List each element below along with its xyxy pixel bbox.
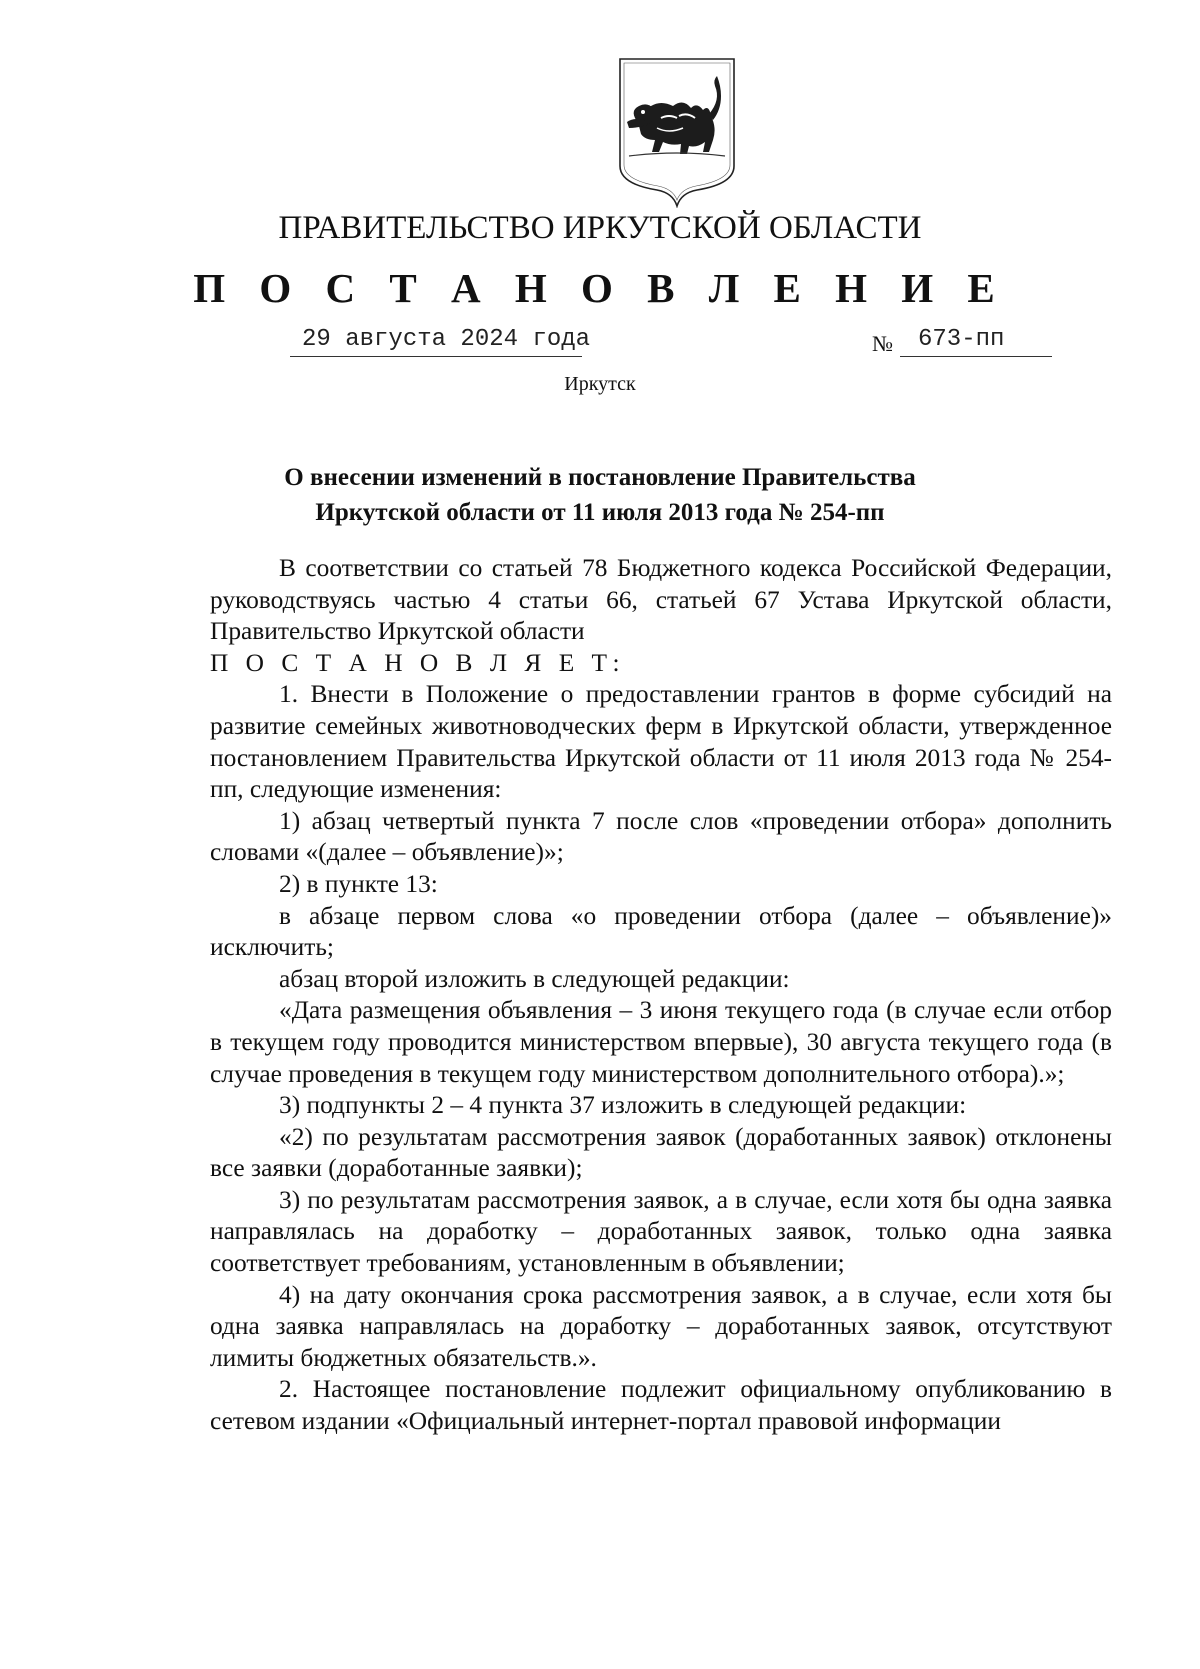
paragraph-1: 1. Внести в Положение о предоставлении грантов в форме субсидий на развитие семейных животноводческих ферм в Иркутской области, утвержденное постановлением Правительства Иркутской области от 11 июля 2013 года № 254-пп, следующие изменения:	[210, 680, 1112, 804]
paragraph-1-item-3b: 3) по результатам рассмотрения заявок, а в случае, если хотя бы одна заявка направлялась на доработку – доработанных заявок, только одна заявка соответствует требованиям, установленным в объявлении;	[210, 1185, 1112, 1278]
document-city: Иркутск	[564, 373, 636, 395]
paragraph-1-item-2b: абзац второй изложить в следующей редакции:	[279, 964, 790, 993]
decree-word: П О С Т А Н О В Л Я Е Т:	[210, 648, 626, 677]
government-title: ПРАВИТЕЛЬСТВО ИРКУТСКОЙ ОБЛАСТИ	[278, 210, 922, 246]
paragraph-2: 2. Настоящее постановление подлежит официальному опубликованию в сетевом издании «Официальный интернет-портал правовой информации	[210, 1375, 1112, 1436]
paragraph-1-item-2a: в абзаце первом слова «о проведении отбора (далее – объявление)» исключить;	[210, 901, 1112, 962]
paragraph-1-item-3c: 4) на дату окончания срока рассмотрения заявок, а в случае, если хотя бы одна заявка направлялась на доработку – доработанных заявок, отсутствуют лимиты бюджетных обязательств.».	[210, 1280, 1112, 1372]
paragraph-1-item-3: 3) подпункты 2 – 4 пункта 37 изложить в следующей редакции:	[279, 1091, 967, 1120]
heading-line-1: О внесении изменений в постановление Правительства	[284, 464, 916, 491]
document-date: 29 августа 2024 года	[302, 326, 591, 353]
coat-of-arms-icon	[617, 56, 737, 208]
document-body	[210, 553, 1112, 1438]
paragraph-1-item-1: 1) абзац четвертый пункта 7 после слов «проведении отбора» дополнить словами «(далее – объявление)»;	[210, 806, 1112, 867]
paragraph-1-item-3a: «2) по результатам рассмотрения заявок (доработанных заявок) отклонены все заявки (доработанные заявки);	[210, 1122, 1112, 1183]
document-number: 673-пп	[918, 326, 1005, 353]
heading-line-2: Иркутской области от 11 июля 2013 года № 254-пп	[315, 499, 885, 526]
document-kind: П О С Т А Н О В Л Е Н И Е	[193, 265, 1007, 311]
document-heading	[210, 460, 990, 530]
preamble-paragraph: В соответствии со статьей 78 Бюджетного кодекса Российской Федерации, руководствуясь частью 4 статьи 66, статьей 67 Устава Иркутской области, Правительство Иркутской области	[210, 554, 1112, 646]
paragraph-1-item-2: 2) в пункте 13:	[279, 869, 438, 898]
paragraph-1-item-2c: «Дата размещения объявления – 3 июня текущего года (в случае если отбор в текущем году проводится министерством впервые), 30 августа текущего года (в случае проведения в текущем году министерством дополнительного отбора).»;	[210, 996, 1112, 1088]
number-sign: №	[872, 331, 893, 356]
